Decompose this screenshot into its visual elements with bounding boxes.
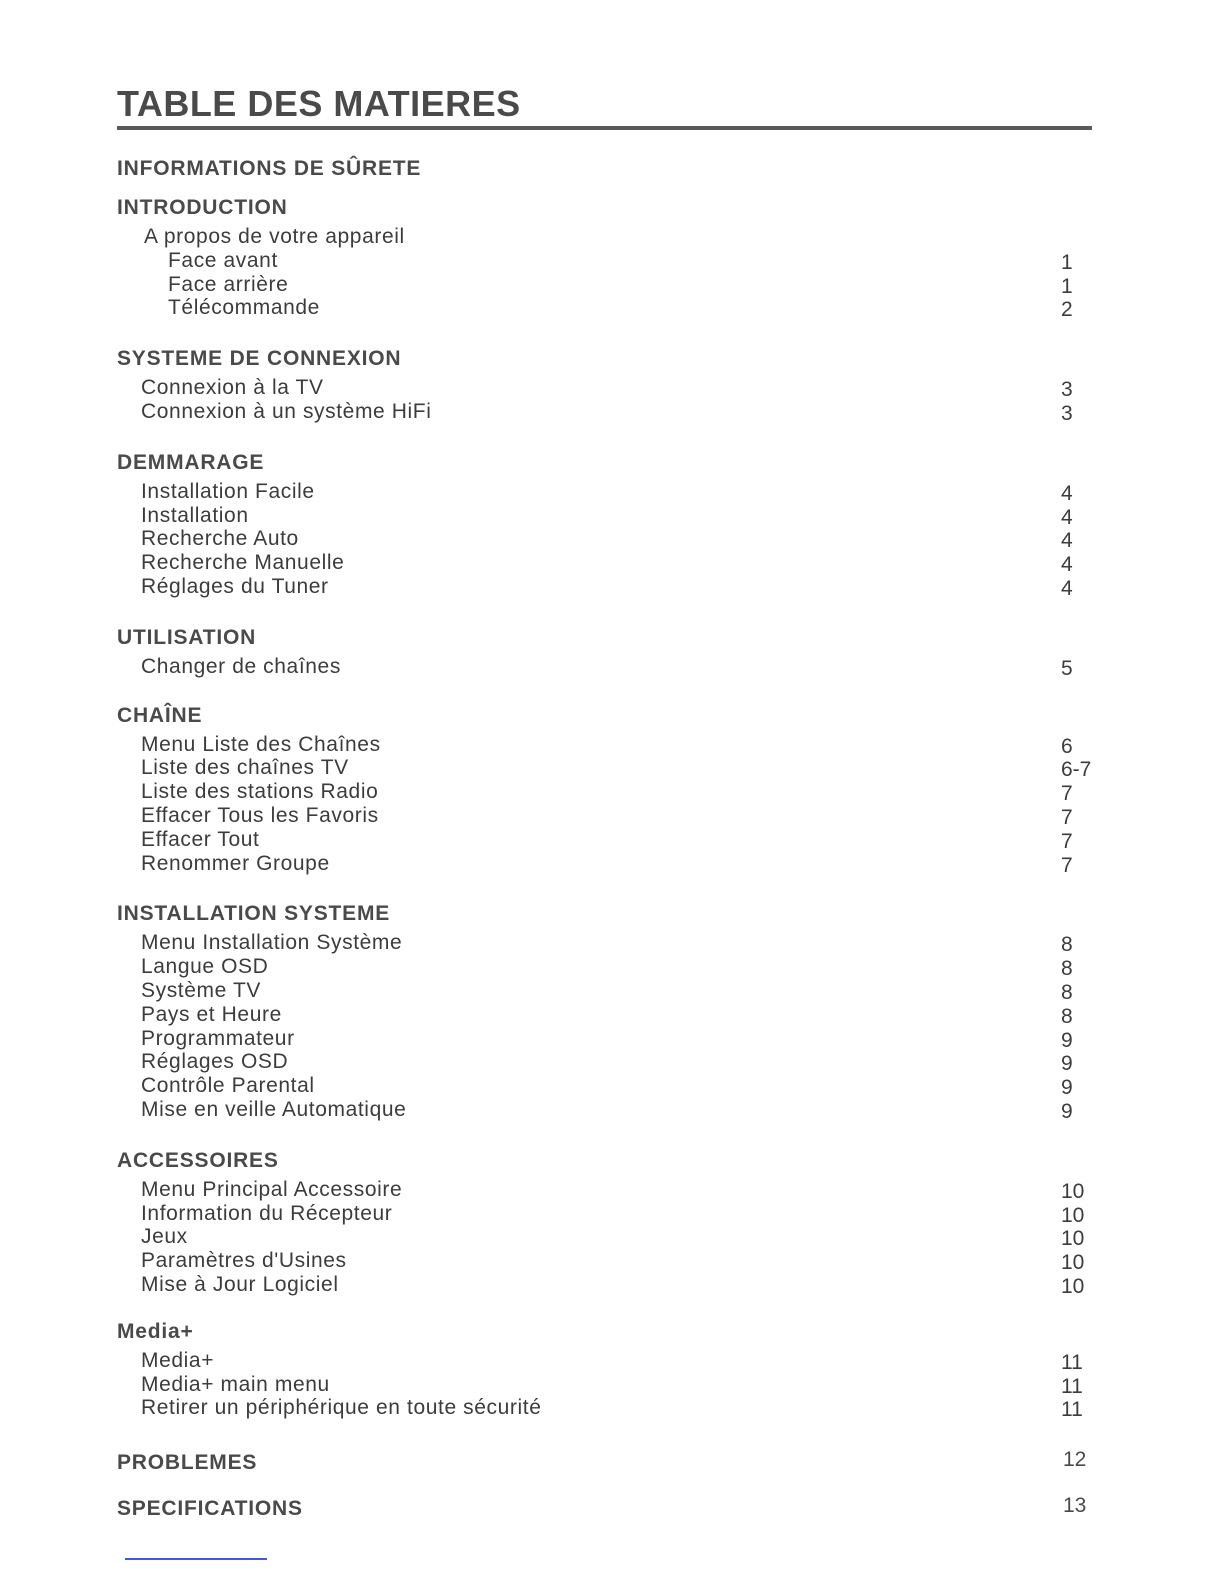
toc-entry-label: Langue OSD xyxy=(141,955,269,979)
toc-entry xyxy=(117,527,1097,551)
toc-entry xyxy=(117,1249,1097,1273)
toc-entry xyxy=(117,1050,1097,1074)
toc-heading-row xyxy=(117,342,1097,376)
toc-entry-label: Menu Principal Accessoire xyxy=(141,1177,403,1201)
toc-entry xyxy=(117,551,1097,575)
toc-page-number: 13 xyxy=(1063,1494,1087,1518)
toc-entry xyxy=(117,828,1097,852)
toc-entry-label: Recherche Auto xyxy=(141,527,299,551)
toc-heading-row xyxy=(117,191,1097,225)
toc-entry-label: Face avant xyxy=(168,248,278,272)
toc-entry xyxy=(117,376,1097,400)
toc-page-number: 12 xyxy=(1063,1448,1087,1472)
toc-entry-label: Programmateur xyxy=(141,1026,295,1050)
toc-section-heading: INTRODUCTION xyxy=(117,196,288,219)
toc-entry xyxy=(117,756,1097,780)
toc-page-number: 10 xyxy=(1061,1179,1085,1203)
toc-entry-label: Connexion à la TV xyxy=(141,376,324,400)
toc-entry-label: Réglages du Tuner xyxy=(141,574,329,598)
toc-page-number: 4 xyxy=(1061,529,1073,553)
toc-entry-label: Jeux xyxy=(141,1225,188,1249)
toc-page-number: 5 xyxy=(1061,656,1073,680)
toc-section xyxy=(117,897,1097,1121)
toc-section-heading: Media+ xyxy=(117,1319,194,1343)
toc-entry-label: Réglages OSD xyxy=(141,1050,289,1074)
toc-entry xyxy=(117,575,1097,599)
toc-page-number: 8 xyxy=(1061,1004,1073,1028)
toc-entry-label: Retirer un périphérique en toute sécurité xyxy=(141,1396,542,1420)
toc-entry-label: Installation Facile xyxy=(141,479,315,503)
toc-entry-label: Media+ main menu xyxy=(141,1372,330,1396)
toc-entry-label: Renommer Groupe xyxy=(141,851,330,875)
toc-entry xyxy=(117,1349,1097,1373)
toc-section-heading: DEMMARAGE xyxy=(117,450,265,474)
toc-entry xyxy=(117,1027,1097,1051)
toc-page-number: 9 xyxy=(1061,1076,1073,1100)
toc-section-heading: SYSTEME DE CONNEXION xyxy=(117,347,402,371)
toc-section xyxy=(117,152,1097,186)
toc-section xyxy=(117,699,1097,876)
title-divider xyxy=(117,126,1092,130)
toc-page-number: 10 xyxy=(1061,1203,1085,1227)
toc-section-heading: CHAÎNE xyxy=(117,703,203,727)
toc-page-number: 9 xyxy=(1061,1052,1073,1076)
toc-entry-label: Changer de chaînes xyxy=(141,654,341,678)
toc-entry-label: Face arrière xyxy=(168,272,289,296)
toc-entry-label: Liste des chaînes TV xyxy=(141,756,349,780)
toc-entry xyxy=(117,955,1097,979)
toc-entry-label: Système TV xyxy=(141,978,261,1002)
toc-page-number: 3 xyxy=(1061,401,1073,425)
toc-entry-label: A propos de votre appareil xyxy=(144,225,405,248)
toc-page-number: 7 xyxy=(1061,829,1073,853)
toc-entry xyxy=(117,225,1097,249)
toc-entry-label: Menu Installation Système xyxy=(141,931,403,955)
toc-entry xyxy=(117,1178,1097,1202)
toc-section xyxy=(117,1446,1097,1480)
toc-entry xyxy=(117,1074,1097,1098)
toc-entry xyxy=(117,931,1097,955)
toc-page-number: 9 xyxy=(1061,1099,1073,1123)
toc-heading-row xyxy=(117,446,1097,480)
toc-entry-label: Contrôle Parental xyxy=(141,1074,315,1098)
toc-page-number: 4 xyxy=(1061,505,1073,529)
toc-page-number: 1 xyxy=(1061,274,1073,298)
toc-entry xyxy=(117,249,1097,273)
toc-entry xyxy=(117,1273,1097,1297)
toc-page-number: 8 xyxy=(1061,933,1073,957)
toc-page-number: 6 xyxy=(1061,734,1073,758)
toc-entry-label: Installation xyxy=(141,503,249,527)
toc-entry-label: Liste des stations Radio xyxy=(141,780,379,804)
toc-entry xyxy=(117,480,1097,504)
toc-section-heading: INSTALLATION SYSTEME xyxy=(117,902,391,926)
toc-entry xyxy=(117,1373,1097,1397)
toc-heading-row xyxy=(117,897,1097,931)
toc-entry-label: Recherche Manuelle xyxy=(141,551,345,575)
toc-entry xyxy=(117,1396,1097,1420)
toc-entry-label: Media+ xyxy=(141,1348,215,1372)
toc-entry-label: Effacer Tout xyxy=(141,827,260,851)
toc-section xyxy=(117,1144,1097,1297)
toc-section xyxy=(117,191,1097,320)
toc-entry-label: Connexion à un système HiFi xyxy=(141,399,432,423)
toc-page-number: 7 xyxy=(1061,853,1073,877)
toc-section xyxy=(117,342,1097,424)
toc-page-number: 10 xyxy=(1061,1251,1085,1275)
toc-page-number: 4 xyxy=(1061,576,1073,600)
toc-entry xyxy=(117,1003,1097,1027)
toc-entry-label: Menu Liste des Chaînes xyxy=(141,732,381,756)
toc-entry xyxy=(117,1225,1097,1249)
toc-entry-label: Paramètres d'Usines xyxy=(141,1249,347,1273)
toc-section-heading: UTILISATION xyxy=(117,625,257,649)
footer-rule xyxy=(125,1558,267,1560)
toc-entry-label: Effacer Tous les Favoris xyxy=(141,803,379,827)
toc-section xyxy=(117,446,1097,599)
toc-entry-label: Télécommande xyxy=(168,296,320,320)
toc-section-heading: PROBLEMES xyxy=(117,1451,258,1475)
toc-page-number: 2 xyxy=(1061,298,1073,322)
toc-page-number: 7 xyxy=(1061,782,1073,806)
toc-entry xyxy=(117,780,1097,804)
toc-heading-row xyxy=(117,621,1097,655)
toc-page-number: 7 xyxy=(1061,805,1073,829)
toc-section-heading: SPECIFICATIONS xyxy=(117,1497,303,1521)
toc-section-heading: ACCESSOIRES xyxy=(117,1148,279,1172)
toc-page-number: 9 xyxy=(1061,1028,1073,1052)
toc-entry xyxy=(117,1098,1097,1122)
toc-entry xyxy=(117,504,1097,528)
toc-section xyxy=(117,1492,1097,1526)
toc-page-number: 6-7 xyxy=(1061,758,1092,782)
toc-entry xyxy=(117,733,1097,757)
toc-page-number: 4 xyxy=(1061,553,1073,577)
toc-heading-row xyxy=(117,1315,1097,1349)
toc-heading-row xyxy=(117,1446,1097,1480)
toc-page-number: 11 xyxy=(1061,1398,1083,1422)
toc-page-number: 11 xyxy=(1061,1374,1083,1398)
toc-page-number: 10 xyxy=(1061,1274,1085,1298)
toc-heading-row xyxy=(117,152,1097,186)
toc-entry-label: Information du Récepteur xyxy=(141,1201,393,1225)
toc-entry xyxy=(117,979,1097,1003)
toc-section xyxy=(117,1315,1097,1420)
toc-page-number: 11 xyxy=(1061,1350,1083,1374)
page-title: TABLE DES MATIERES xyxy=(117,83,521,124)
toc-page-number: 3 xyxy=(1061,378,1073,402)
toc-heading-row xyxy=(117,1144,1097,1178)
toc-entry-label: Mise en veille Automatique xyxy=(141,1097,407,1121)
toc-entry xyxy=(117,655,1097,679)
toc-page-number: 8 xyxy=(1061,957,1073,981)
toc-entry xyxy=(117,804,1097,828)
toc-page-number: 10 xyxy=(1061,1227,1085,1251)
toc-entry-label: Mise à Jour Logiciel xyxy=(141,1272,339,1296)
toc-page-number: 4 xyxy=(1061,481,1073,505)
toc-entry xyxy=(117,852,1097,876)
toc-entry xyxy=(117,296,1097,320)
toc-entry xyxy=(117,1202,1097,1226)
toc-page-number: 1 xyxy=(1061,250,1073,274)
toc-entry xyxy=(117,400,1097,424)
toc-page-number: 8 xyxy=(1061,980,1073,1004)
toc-section-heading: INFORMATIONS DE SÛRETE xyxy=(117,157,422,180)
toc-section xyxy=(117,621,1097,679)
toc-entry xyxy=(117,273,1097,297)
toc-heading-row xyxy=(117,699,1097,733)
toc-heading-row xyxy=(117,1492,1097,1526)
table-of-contents xyxy=(117,152,1097,1526)
toc-entry-label: Pays et Heure xyxy=(141,1002,282,1026)
